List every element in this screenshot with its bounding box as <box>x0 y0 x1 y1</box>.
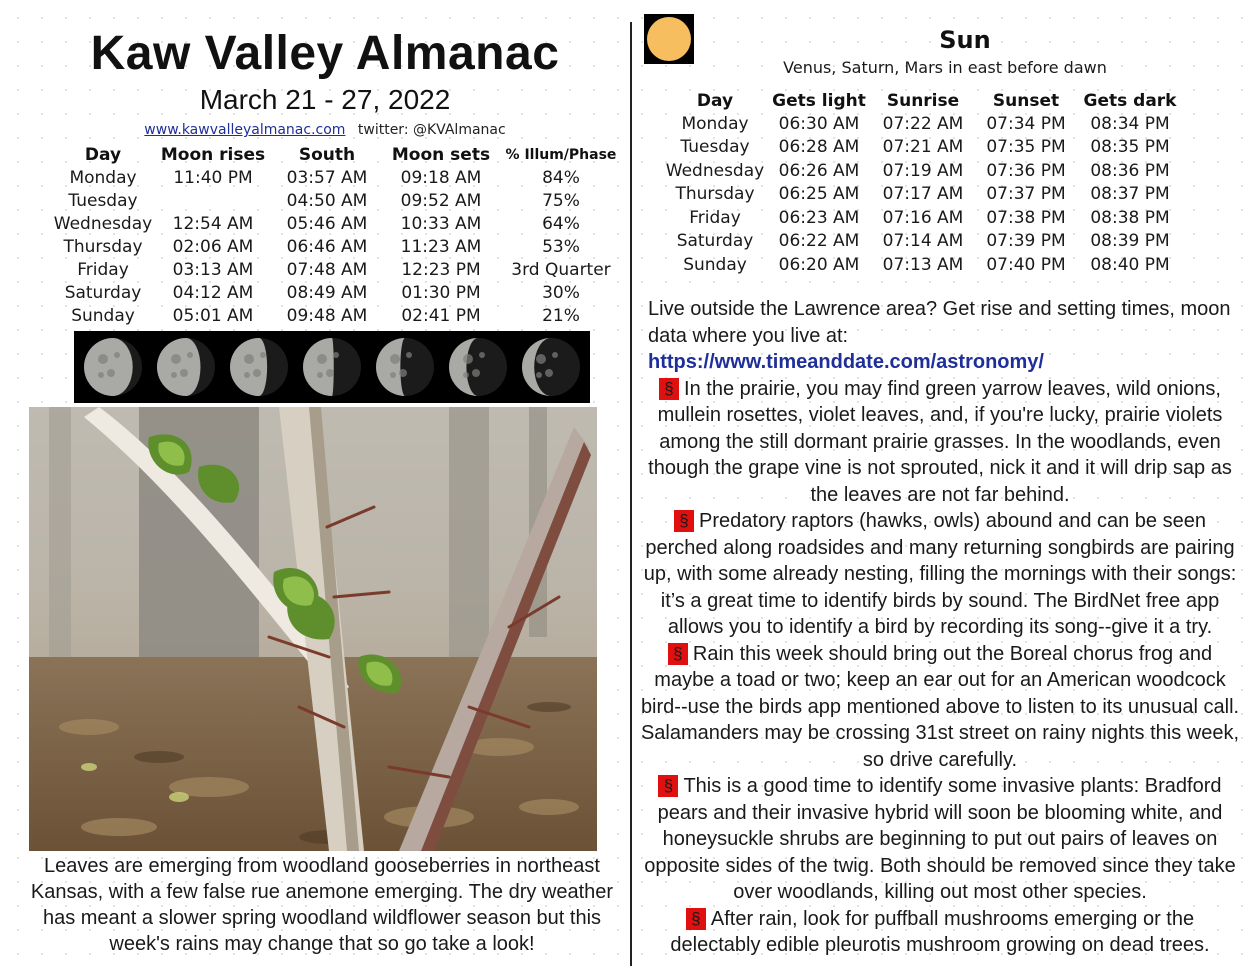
gets-light-cell: 06:20 AM <box>778 254 860 275</box>
sun-col-gets-dark: Gets dark <box>1083 91 1177 111</box>
table-row <box>50 189 624 212</box>
moon-south-cell: 04:50 AM <box>286 190 368 211</box>
moon-south-cell: 05:46 AM <box>286 213 368 234</box>
sunrise-cell: 07:22 AM <box>882 113 964 134</box>
note-paragraph <box>640 376 1240 509</box>
note-text: In the prairie, you may find green yarrow leaves, wild onions, mullein rosettes, violet leaves, and, if you're lucky, prairie violets among the still dormant prairie grasses. In the woodlands, even though the grape vine is not sprouted, nick it and it will drip sap as the leaves are not far behind. <box>648 377 1232 506</box>
sunset-cell: 07:38 PM <box>986 207 1066 228</box>
moonrise-cell: 05:01 AM <box>172 305 254 326</box>
sunrise-cell: 07:16 AM <box>882 207 964 228</box>
moon-table-header <box>50 144 624 166</box>
moon-phase-icon <box>227 335 291 399</box>
gets-light-cell: 06:30 AM <box>778 113 860 134</box>
day-cell: Thursday <box>675 184 755 205</box>
section-marker-icon: § <box>659 378 679 400</box>
phase-cell: 3rd Quarter <box>511 259 611 280</box>
moon-col-rises: Moon rises <box>160 145 266 165</box>
gets-dark-cell: 08:34 PM <box>1090 113 1170 134</box>
phase-cell: 53% <box>542 236 580 257</box>
note-text: After rain, look for puffball mushrooms emerging or the delectably edible pleurotis mushroom growing on dead trees. <box>670 907 1210 956</box>
day-cell: Monday <box>681 113 749 134</box>
table-row <box>664 136 1182 160</box>
day-cell: Sunday <box>71 305 135 326</box>
sunset-cell: 07:40 PM <box>986 254 1066 275</box>
planets-note: Venus, Saturn, Mars in east before dawn <box>783 58 1107 77</box>
intro-text: Live outside the Lawrence area? Get rise and setting times, moon data where you live at: <box>648 298 1231 347</box>
moonset-cell: 09:52 AM <box>400 190 482 211</box>
gooseberry-photo <box>29 407 597 851</box>
sunset-cell: 07:35 PM <box>986 137 1066 158</box>
gets-light-cell: 06:23 AM <box>778 207 860 228</box>
moon-phase-icon <box>300 335 364 399</box>
sun-table <box>664 90 1182 277</box>
timeanddate-link[interactable]: https://www.timeanddate.com/astronomy/ <box>648 351 1044 373</box>
table-row <box>50 166 624 189</box>
intro-paragraph <box>640 296 1240 376</box>
moonset-cell: 01:30 PM <box>401 282 481 303</box>
moon-south-cell: 09:48 AM <box>286 305 368 326</box>
sunrise-cell: 07:13 AM <box>882 254 964 275</box>
moonrise-cell: 03:13 AM <box>172 259 254 280</box>
day-cell: Sunday <box>683 254 747 275</box>
table-row <box>664 159 1182 183</box>
moonset-cell: 12:23 PM <box>401 259 481 280</box>
section-marker-icon: § <box>668 643 688 665</box>
moonrise-cell: 02:06 AM <box>172 236 254 257</box>
phase-cell: 64% <box>542 213 580 234</box>
sunset-cell: 07:37 PM <box>986 184 1066 205</box>
sunset-cell: 07:34 PM <box>986 113 1066 134</box>
gets-dark-cell: 08:38 PM <box>1090 207 1170 228</box>
table-row <box>664 230 1182 254</box>
gets-light-cell: 06:28 AM <box>778 137 860 158</box>
date-range: March 21 - 27, 2022 <box>199 84 451 115</box>
day-cell: Saturday <box>676 231 754 252</box>
table-row <box>50 304 624 327</box>
moon-phase-icon <box>81 335 145 399</box>
gets-dark-cell: 08:40 PM <box>1090 254 1170 275</box>
site-links <box>0 122 650 138</box>
day-cell: Friday <box>77 259 129 280</box>
table-row <box>664 112 1182 136</box>
note-paragraph <box>640 906 1240 959</box>
gets-dark-cell: 08:37 PM <box>1090 184 1170 205</box>
moon-col-phase: % Illum/Phase <box>505 147 617 163</box>
moonset-cell: 10:33 AM <box>400 213 482 234</box>
gets-light-cell: 06:25 AM <box>778 184 860 205</box>
moonrise-cell: 11:40 PM <box>173 167 253 188</box>
table-row <box>50 212 624 235</box>
gets-dark-cell: 08:36 PM <box>1090 160 1170 181</box>
table-row <box>664 206 1182 230</box>
phase-cell: 30% <box>542 282 580 303</box>
twitter-handle: twitter: @KVAlmanac <box>357 122 506 138</box>
sun-col-gets-light: Gets light <box>772 91 866 111</box>
gets-light-cell: 06:26 AM <box>778 160 860 181</box>
moon-col-day: Day <box>84 145 122 165</box>
moonset-cell: 02:41 PM <box>401 305 481 326</box>
moonset-cell: 09:18 AM <box>400 167 482 188</box>
section-marker-icon: § <box>658 775 678 797</box>
section-marker-icon: § <box>674 510 694 532</box>
day-cell: Tuesday <box>68 190 138 211</box>
table-row <box>664 253 1182 277</box>
moon-col-sets: Moon sets <box>391 145 491 165</box>
note-paragraph <box>640 641 1240 774</box>
moon-phase-icon <box>519 335 583 399</box>
table-row <box>664 183 1182 207</box>
moon-phase-icon <box>154 335 218 399</box>
sun-col-day: Day <box>696 91 734 111</box>
moonset-cell: 11:23 AM <box>400 236 482 257</box>
sunset-cell: 07:39 PM <box>986 231 1066 252</box>
sunrise-cell: 07:17 AM <box>882 184 964 205</box>
note-text: Predatory raptors (hawks, owls) abound and can be seen perched along roadsides and many returning songbirds are pairing up, with some already nesting, filling the mornings with their songs: it’s a great time to identify birds by sound. The BirdNet free app allows you to identify a bird by recording its song--give it a try. <box>643 510 1237 638</box>
moon-south-cell: 07:48 AM <box>286 259 368 280</box>
moon-south-cell: 08:49 AM <box>286 282 368 303</box>
moon-phase-strip <box>74 331 590 403</box>
table-row <box>50 258 624 281</box>
gets-dark-cell: 08:35 PM <box>1090 137 1170 158</box>
sun-table-header <box>664 90 1182 112</box>
day-cell: Wednesday <box>53 213 153 234</box>
sunrise-cell: 07:21 AM <box>882 137 964 158</box>
sunrise-cell: 07:14 AM <box>882 231 964 252</box>
day-cell: Wednesday <box>665 160 765 181</box>
moonrise-cell <box>156 189 270 212</box>
moon-col-south: South <box>298 145 356 165</box>
sun-col-sunset: Sunset <box>992 91 1060 111</box>
day-cell: Saturday <box>64 282 142 303</box>
note-paragraph <box>640 508 1240 641</box>
note-paragraph <box>640 773 1240 906</box>
sunset-cell: 07:36 PM <box>986 160 1066 181</box>
website-link[interactable]: www.kawvalleyalmanac.com <box>144 122 346 138</box>
sun-heading: Sun <box>939 26 991 54</box>
phase-cell: 75% <box>542 190 580 211</box>
sunrise-cell: 07:19 AM <box>882 160 964 181</box>
table-row <box>50 235 624 258</box>
day-cell: Tuesday <box>680 137 750 158</box>
phase-cell: 84% <box>542 167 580 188</box>
gets-dark-cell: 08:39 PM <box>1090 231 1170 252</box>
moon-phase-icon <box>373 335 437 399</box>
note-text: This is a good time to identify some invasive plants: Bradford pears and their invasive hybrid will soon be blooming white, and honeysuckle shrubs are beginning to put out pairs of leaves on opposite sides of the twig. Both should be removed since they take over woodlands, killing out most other species. <box>644 775 1236 903</box>
gets-light-cell: 06:22 AM <box>778 231 860 252</box>
moon-south-cell: 03:57 AM <box>286 167 368 188</box>
page-title: Kaw Valley Almanac <box>90 27 560 80</box>
moon-phase-icon <box>446 335 510 399</box>
note-text: Rain this week should bring out the Boreal chorus frog and maybe a toad or two; keep an ear out for an American woodcock bird--use the birds app mentioned above to listen to its unusual call. Salamanders may be crossing 31st street on rainy nights this week, so drive carefully. <box>640 642 1240 771</box>
table-row <box>50 281 624 304</box>
moonrise-cell: 12:54 AM <box>172 213 254 234</box>
moon-table <box>50 144 624 327</box>
section-marker-icon: § <box>686 908 706 930</box>
moonrise-cell: 04:12 AM <box>172 282 254 303</box>
nature-notes <box>640 296 1240 959</box>
moon-south-cell: 06:46 AM <box>286 236 368 257</box>
phase-cell: 21% <box>542 305 580 326</box>
day-cell: Friday <box>689 207 741 228</box>
day-cell: Thursday <box>63 236 143 257</box>
photo-caption: Leaves are emerging from woodland gooseberries in northeast Kansas, with a few false rue anemone emerging. The dry weather has meant a slower spring woodland wildflower season but this week's rains may change that so go take a look! <box>30 855 614 955</box>
sun-col-sunrise: Sunrise <box>886 91 960 111</box>
column-divider <box>630 22 632 966</box>
day-cell: Monday <box>69 167 137 188</box>
